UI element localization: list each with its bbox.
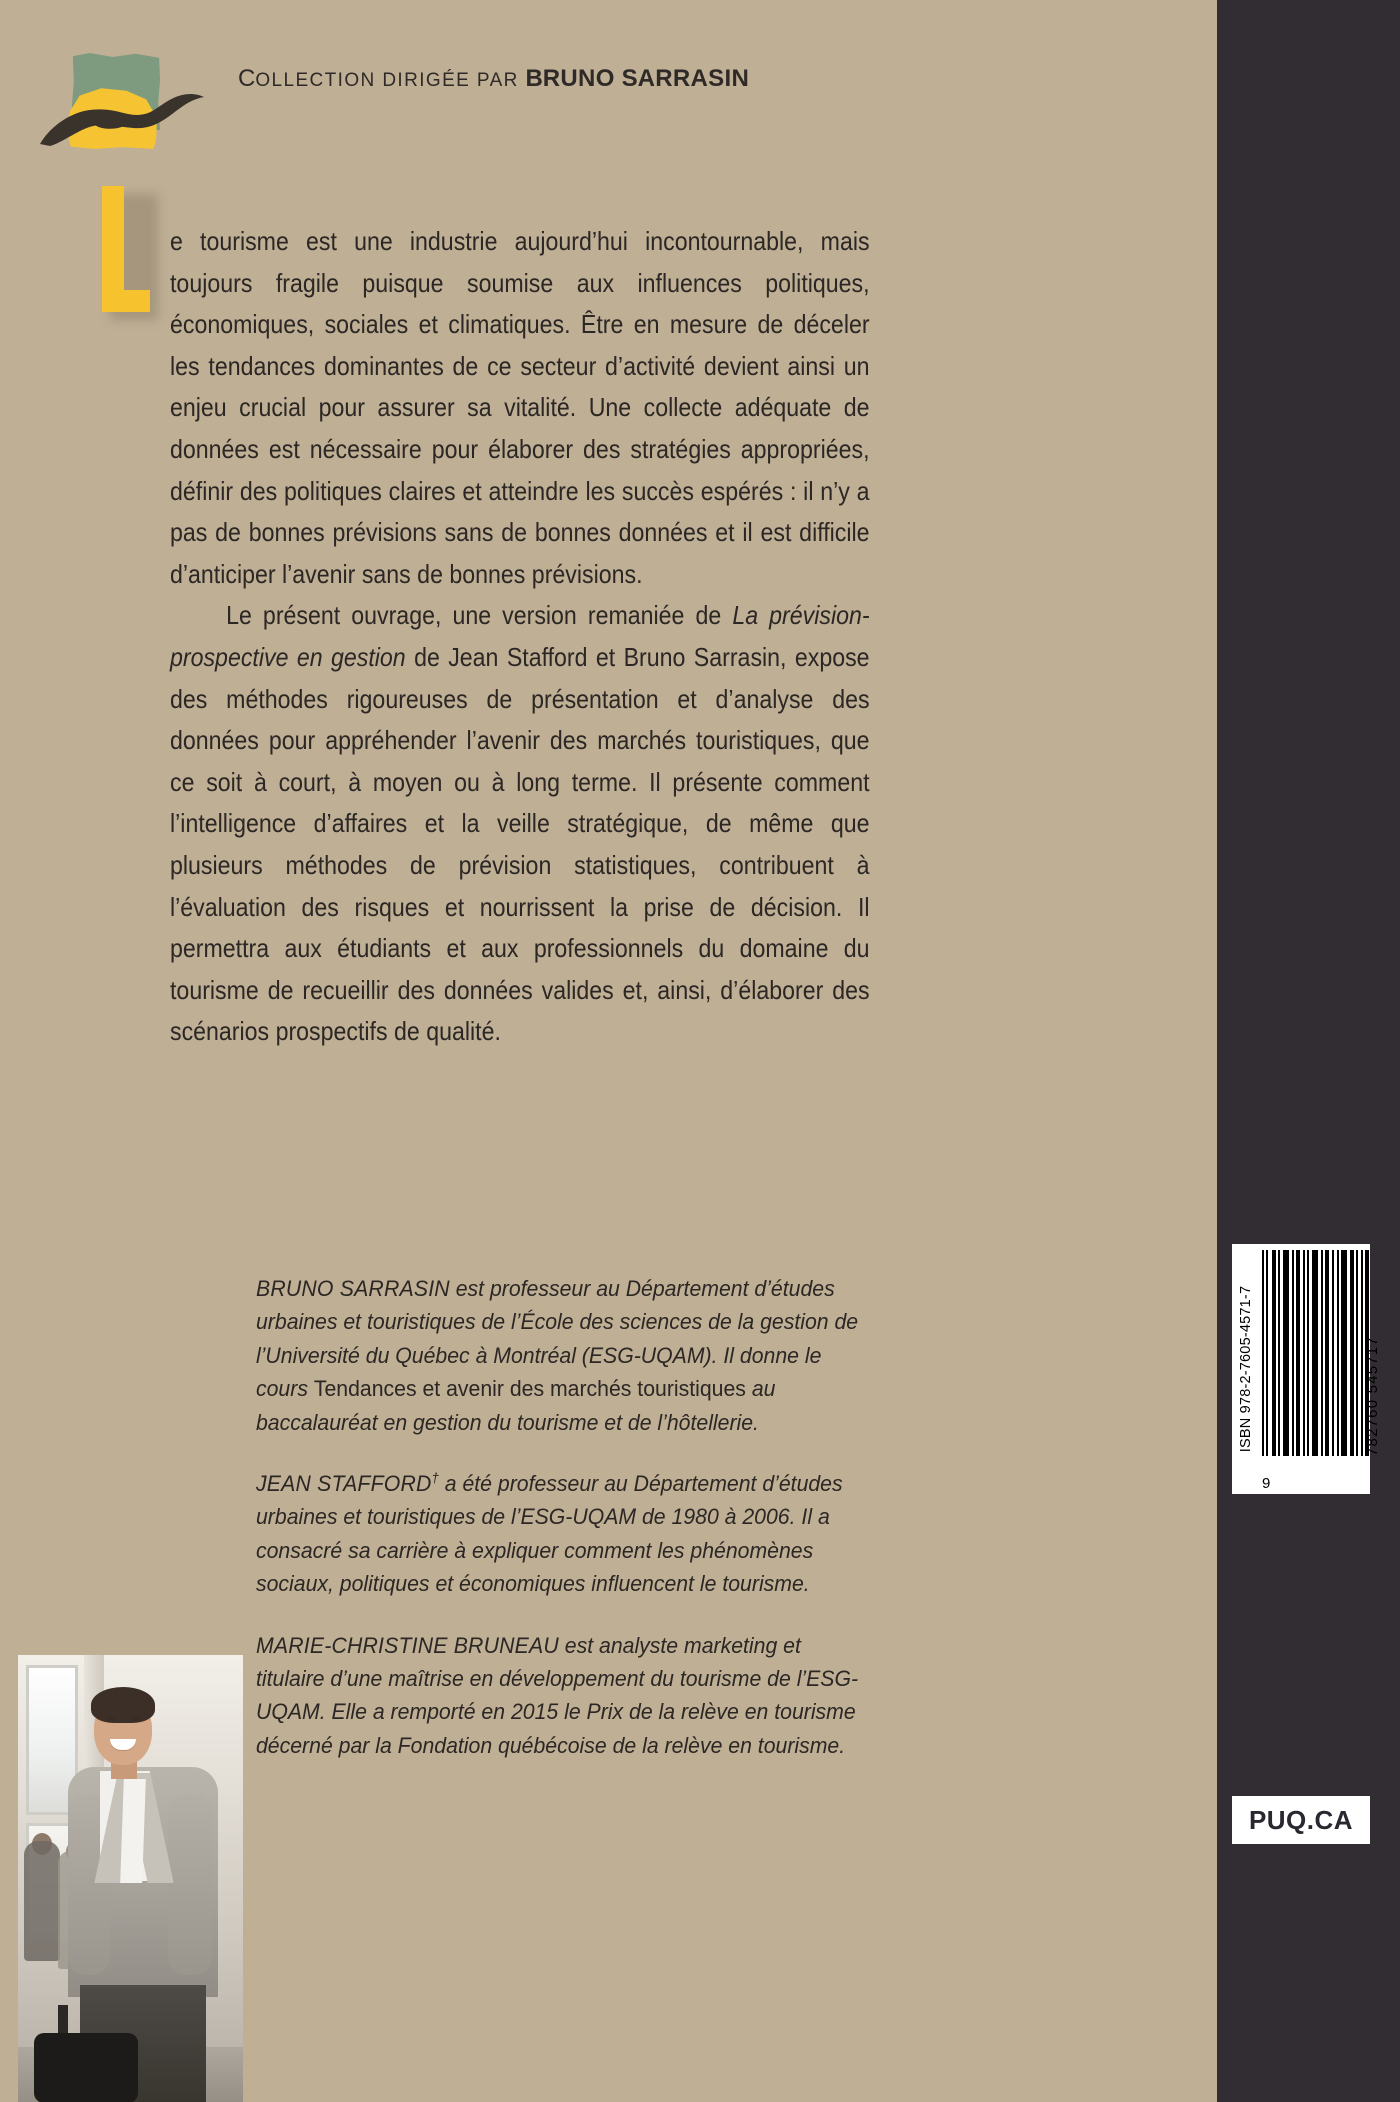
puq-ca-badge[interactable]: [1232, 1796, 1370, 1844]
isbn-barcode-block: [1232, 1244, 1381, 1494]
dropcap-foot: [102, 290, 150, 312]
collection-prefix: OLLECTION DIRIGÉE PAR: [255, 70, 526, 91]
blurb-text-block: [170, 222, 870, 1054]
collection-prefix-cap: C: [238, 65, 256, 92]
blurb-p2-part1: Le présent ouvrage, une version remaniée de: [226, 602, 733, 631]
barcode-bars-wrap: [1260, 1244, 1381, 1494]
author-last-cap: S: [621, 65, 638, 92]
puq-bird-logo: [38, 40, 208, 150]
bio-text-1b: au baccalauréat en gestion du tourisme et de l’hôtellerie.: [256, 1376, 776, 1435]
bird-icon: [38, 78, 206, 146]
photo-man-shirt-gap: [120, 1779, 146, 1883]
bio-roman-1: Tendances et avenir des marchés touristiques: [313, 1376, 746, 1402]
collection-credit-line: [238, 65, 749, 93]
photo-man-hair: [91, 1687, 155, 1723]
author-first-cap: B: [525, 65, 543, 92]
dropcap-letter-L: [96, 186, 156, 312]
author-photo: [18, 1655, 243, 2102]
barcode-digits-text: 782760 545717: [1364, 1336, 1381, 1456]
bio-name-2: JEAN STAFFORD: [256, 1471, 432, 1497]
photo-man-eye-right: [132, 1717, 141, 1721]
dagger-icon: †: [431, 1469, 439, 1486]
right-dark-strip: [1217, 0, 1400, 2102]
blurb-paragraph-1: e tourisme est une industrie aujourd’hui incontournable, mais toujours fragile puisque soumise aux influences politiques, économiques, sociales et climatiques. Être en mesure de déceler les tendances dominantes de ce secteur d’activité devient ainsi un enjeu crucial pour assurer sa vitalité. Une collecte adéquate de données est nécessaire pour élaborer des stratégies appropriées, définir des politiques claires et atteindre les succès espérés : il n’y a pas de bonnes prévisions sans de bonnes données et il est difficile d’anticiper l’avenir sans de bonnes prévisions.: [170, 228, 870, 589]
barcode-lead-digit: 9: [1262, 1475, 1271, 1492]
blurb-p2-italic-title: La prévision-prospective en gestion: [170, 602, 870, 672]
barcode-digits: [1260, 1336, 1381, 1494]
bio-text-1a: est professeur au Département d’études urbaines et touristiques de l’École des sciences de la gestion de l’Université du Québec à Montréal (ESG-UQAM). Il donne le cours: [256, 1276, 859, 1402]
blurb-p2-part2: de Jean Stafford et Bruno Sarrasin, expose des méthodes rigoureuses de présentation et d’analyse des données pour appréhender l’avenir des marchés touristiques, que ce soit à court, à moyen ou à long terme. Il présente comment l’intelligence d’affaires et la veille stratégique, de même que plusieurs méthodes de prévision statistiques, contribuent à l’évaluation des risques et nourrissent la prise de décision. Il permettra aux étudiants et aux professionnels du domaine du tourisme de recueillir des données valides et, ainsi, d’élaborer des scénarios prospectifs de qualité.: [170, 643, 870, 1047]
author-last-rest: ARRASIN: [637, 65, 750, 92]
blurb-paragraph-2: [170, 596, 870, 1054]
puq-ca-label: PUQ.CA: [1248, 1804, 1354, 1835]
bio-name-3: MARIE-CHRISTINE BRUNEAU: [256, 1632, 559, 1658]
author-first-rest: RUNO: [542, 65, 622, 92]
author-bios-block: [256, 1272, 871, 1762]
bio-text-3a: est analyste marketing et titulaire d’une maîtrise en développement du tourisme de l’ESG-UQAM. Elle a remporté en 2015 le Prix de la relève en tourisme décerné par la Fondation québécoise de la relève en tourisme.: [256, 1632, 859, 1758]
photo-luggage: [34, 2033, 138, 2102]
bio-jean-stafford: [256, 1467, 871, 1601]
barcode-bars: [1260, 1244, 1370, 1456]
isbn-label: [1232, 1244, 1260, 1494]
photo-bg-person-1: [24, 1841, 60, 1961]
bio-name-1: BRUNO SARRASIN: [256, 1276, 450, 1301]
bio-text-2a: a été professeur au Département d’études urbaines et touristiques de l’ESG-UQAM de 1980 à 2006. Il a consacré sa carrière à expliquer comment les phénomènes sociaux, politiques et économiques influencent le tourisme.: [256, 1471, 843, 1597]
photo-man-eye-left: [106, 1717, 115, 1721]
bio-bruno-sarrasin: [256, 1272, 871, 1439]
bio-marie-christine-bruneau: [256, 1629, 871, 1763]
isbn-label-text: ISBN 978-2-7605-4571-7: [1238, 1285, 1255, 1453]
photo-man-arm-right: [168, 1795, 212, 1975]
